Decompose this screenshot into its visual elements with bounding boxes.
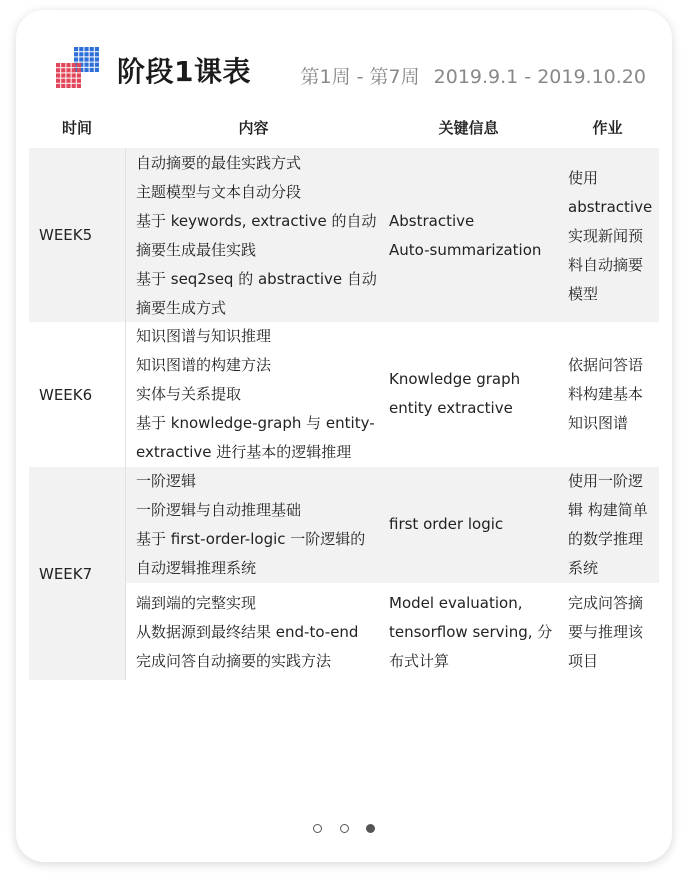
content-cell: [136, 589, 376, 676]
pagination: [16, 818, 672, 830]
page-dot-3[interactable]: [366, 824, 375, 833]
content-line: 端到端的完整实现: [136, 594, 257, 612]
homework-line: 料构建基本: [568, 385, 644, 403]
content-line: 从数据源到最终结果 end-to-end: [136, 623, 359, 641]
week-range: 第1周 - 第7周: [300, 66, 420, 88]
content-line: 完成问答自动摘要的实践方法: [136, 652, 332, 670]
key-cell: [389, 207, 559, 265]
content-line: 基于 seq2seq 的 abstractive 自动: [136, 270, 377, 288]
key-cell: [389, 365, 559, 423]
calendar-range: 2019.9.1 - 2019.10.20: [433, 66, 646, 88]
content-line: 自动摘要的最佳实践方式: [136, 154, 302, 172]
content-line: 主题模型与文本自动分段: [136, 183, 302, 201]
content-line: 实体与关系提取: [136, 385, 242, 403]
key-line: first order logic: [389, 515, 504, 533]
homework-cell: [568, 467, 658, 583]
homework-line: 使用一阶逻: [568, 472, 644, 490]
content-line: extractive 进行基本的逻辑推理: [136, 443, 352, 461]
key-line: Abstractive: [389, 212, 475, 230]
date-range: [301, 63, 646, 91]
content-line: 知识图谱与知识推理: [136, 327, 272, 345]
homework-line: 模型: [568, 285, 599, 303]
homework-line: 料自动摘要: [568, 256, 644, 274]
content-line: 摘要生成最佳实践: [136, 241, 257, 259]
homework-line: abstractive: [568, 198, 653, 216]
key-line: Knowledge graph: [389, 370, 521, 388]
week-label: WEEK7: [39, 564, 93, 583]
week-label: WEEK5: [39, 226, 93, 244]
content-line: 基于 knowledge-graph 与 entity-: [136, 414, 375, 432]
key-cell: [389, 510, 559, 539]
content-line: 摘要生成方式: [136, 299, 227, 317]
key-cell: [389, 589, 559, 676]
homework-cell: [568, 351, 658, 438]
content-cell: [136, 149, 376, 323]
homework-line: 系统: [568, 559, 599, 577]
page-title: 阶段1课表: [117, 55, 251, 88]
key-line: Auto-summarization: [389, 241, 542, 259]
homework-cell: [568, 589, 658, 676]
week-label: WEEK6: [39, 385, 93, 404]
grid-logo-icon: [56, 47, 102, 91]
homework-line: 实现新闻预: [568, 227, 644, 245]
homework-line: 依据问答语: [568, 356, 644, 374]
content-line: 一阶逻辑与自动推理基础: [136, 501, 302, 519]
schedule-card: [16, 10, 672, 862]
key-line: entity extractive: [389, 399, 513, 417]
column-header-content: 内容: [238, 119, 269, 137]
homework-cell: [568, 164, 658, 309]
header: [16, 10, 672, 110]
content-line: 基于 keywords, extractive 的自动: [136, 212, 377, 230]
key-line: tensorflow serving, 分: [389, 623, 553, 641]
column-header-key: 关键信息: [438, 119, 499, 137]
homework-line: 辑 构建简单: [568, 501, 648, 519]
content-line: 自动逻辑推理系统: [136, 559, 257, 577]
content-line: 基于 first-order-logic 一阶逻辑的: [136, 530, 366, 548]
key-line: Model evaluation,: [389, 594, 523, 612]
page-dot-1[interactable]: [313, 824, 322, 833]
content-cell: [136, 322, 376, 467]
homework-line: 要与推理该: [568, 623, 644, 641]
week5-cell-wrap: [29, 148, 125, 322]
column-divider: [125, 148, 126, 680]
homework-line: 知识图谱: [568, 414, 629, 432]
week7-cell-wrap: [29, 467, 125, 680]
page-dot-2[interactable]: [340, 824, 349, 833]
week6-cell-wrap: [29, 322, 125, 467]
homework-line: 完成问答摘: [568, 594, 644, 612]
column-header-homework: 作业: [592, 119, 623, 137]
key-line: 布式计算: [389, 652, 450, 670]
homework-line: 的数学推理: [568, 530, 644, 548]
homework-line: 项目: [568, 652, 599, 670]
content-line: 一阶逻辑: [136, 472, 197, 490]
column-header-time: 时间: [61, 119, 92, 137]
content-line: 知识图谱的构建方法: [136, 356, 272, 374]
content-cell: [136, 467, 376, 583]
homework-line: 使用: [568, 169, 599, 187]
